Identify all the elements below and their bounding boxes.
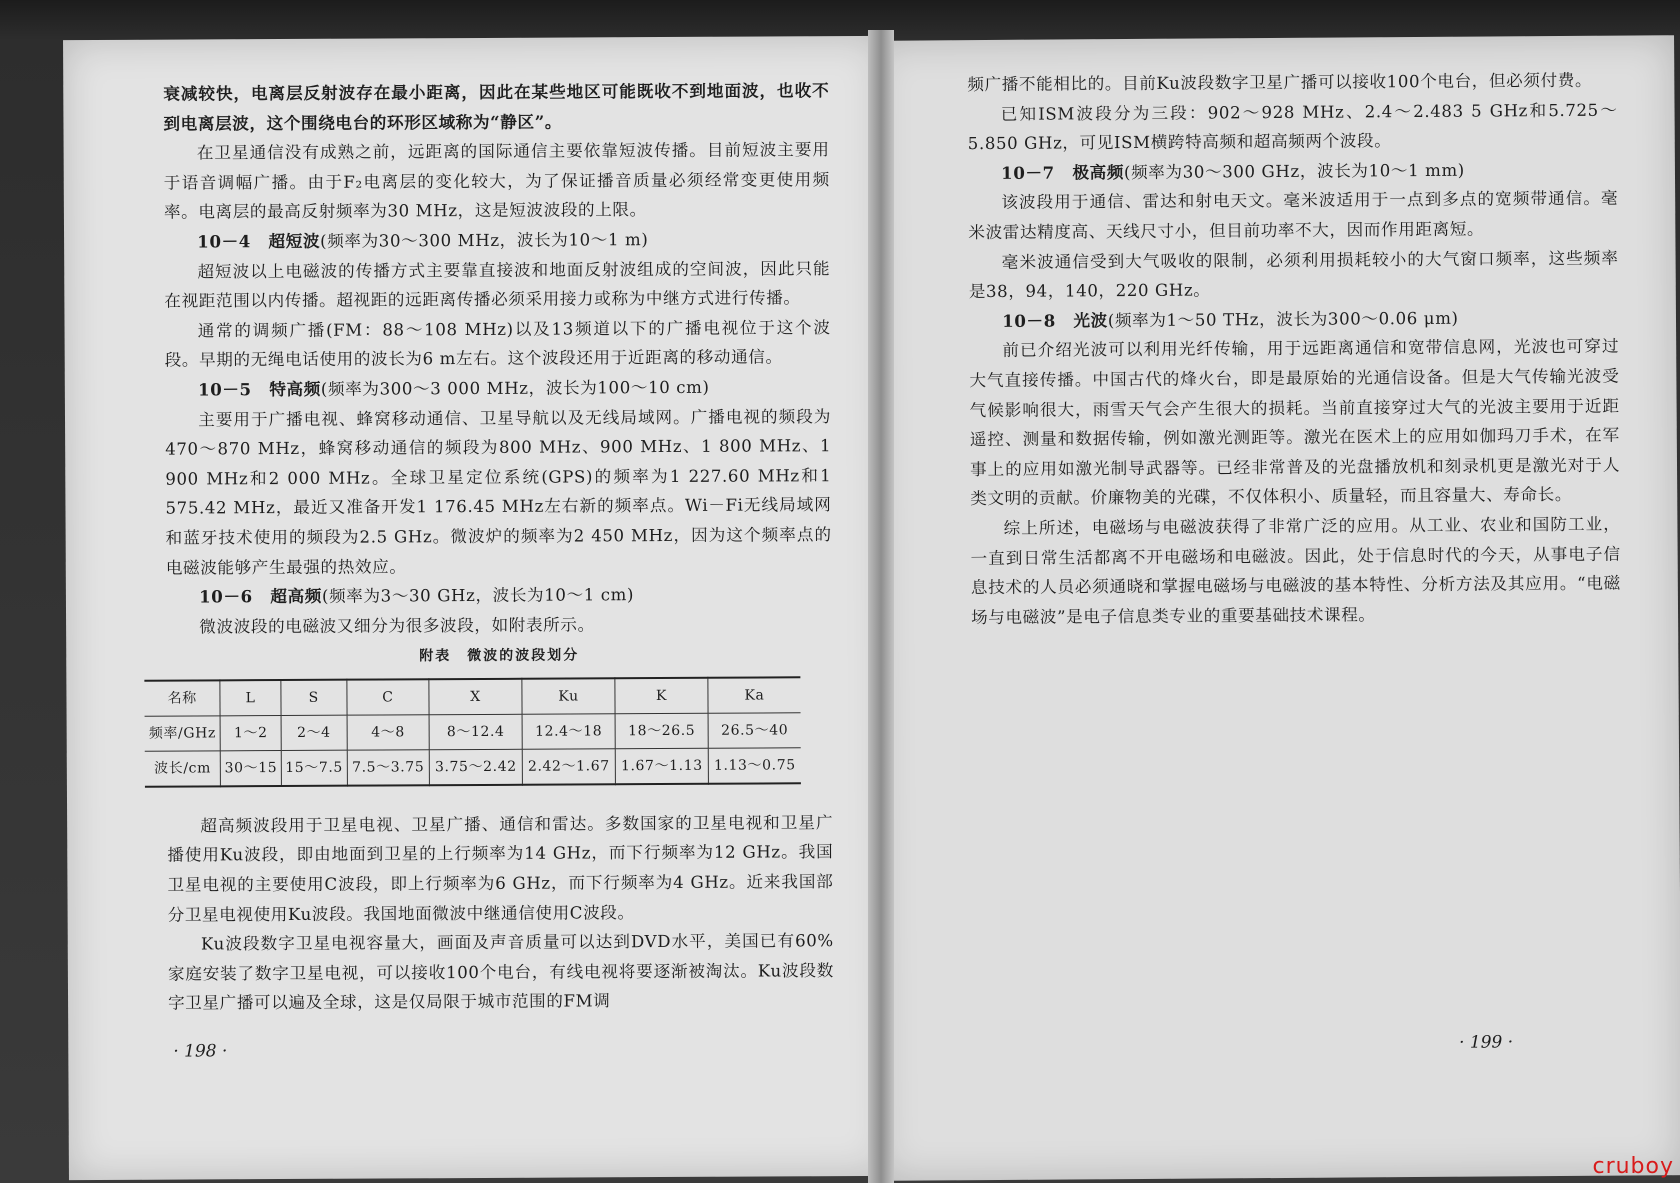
watermark: cruboy	[1592, 1154, 1674, 1179]
heading-title: 特高频	[269, 378, 321, 400]
table-cell: 7.5～3.75	[347, 750, 429, 786]
table-cell: 1～2	[221, 715, 281, 750]
table-cell: 15～7.5	[281, 750, 347, 786]
table-cell: Ka	[708, 677, 801, 713]
paragraph-ism: 已知ISM波段分为三段：902～928 MHz、2.4～2.483 5 GHz和5.725～5.850 GHz，可见ISM横跨特高频和超高频两个波段。	[967, 100, 1618, 154]
table-cell: 2～4	[281, 715, 347, 750]
table-cell: 18～26.5	[615, 713, 708, 748]
paragraph-10-5: 主要用于广播电视、蜂窝移动通信、卫星导航以及无线局域网。广播电视的频段为470～870 MHz，蜂窝移动通信的频段为800 MHz、900 MHz、1 800 MHz、1 900 MHz和2 000 MHz。全球卫星定位系统(GPS)的频率为1 227.60 MHz和1 575.42 MHz，最近又准备开发1 176.45 MHz左右新的频率点。Wi－Fi无线局域网和蓝牙技术使用的频段为2.5 GHz。微波炉的频率为2 450 MHz，因为这个频率点的电磁波能够产生最强的热效应。	[165, 406, 832, 578]
table-cell: 名称	[144, 680, 220, 716]
paragraph-10-4-a: 超短波以上电磁波的传播方式主要靠直接波和地面反射波组成的空间波，因此只能在视距范围以内传播。超视距的远距离传播必须采用接力或称为中继方式进行传播。	[164, 258, 831, 311]
table-cell: L	[220, 680, 280, 716]
heading-title: 极高频	[1072, 161, 1125, 183]
table-cell: S	[281, 680, 347, 716]
paragraph-10-7-a: 该波段用于通信、雷达和射电天文。毫米波适用于一点到多点的宽频带通信。毫米波雷达精度高、天线尺寸小，但目前功率不大，因而作用距离短。	[968, 188, 1619, 243]
paragraph-shortwave: 在卫星通信没有成熟之前，远距离的国际通信主要依靠短波传播。目前短波主要用于语音调幅广播。由于F₂电离层的变化较大，为了保证播音质量必须经常变更使用频率。电离层的最高反射频率为30 MHz，这是短波波段的上限。	[163, 140, 830, 223]
right-text-column	[967, 66, 1621, 633]
microwave-band-table	[144, 676, 801, 787]
heading-10-6	[166, 579, 832, 612]
heading-10-8	[969, 302, 1619, 336]
left-page	[63, 36, 889, 1180]
book-gutter	[868, 30, 894, 1183]
table-caption: 附表 微波的波段划分	[419, 647, 580, 665]
table-cell: 3.75～2.42	[429, 749, 522, 785]
table-cell: 4～8	[347, 715, 429, 750]
heading-title: 超高频	[270, 585, 323, 607]
table-cell: X	[429, 679, 522, 715]
paragraph-summary: 综上所述，电磁场与电磁波获得了非常广泛的应用。从工业、农业和国防工业，一直到日常生活都离不开电磁场和电磁波。因此，处于信息时代的今天，从事电子信息技术的人员必须通晓和掌握电磁场与电磁波的基本特性、分析方法及其应用。“电磁场与电磁波”是电子信息类专业的重要基础技术课程。	[970, 514, 1621, 627]
heading-range: (频率为3～30 GHz，波长为10～1 cm)	[321, 585, 635, 606]
paragraph-10-8: 前已介绍光波可以利用光纤传输，用于远距离通信和宽带信息网，光波也可穿过大气直接传播。中国古代的烽火台，即是最原始的光通信设备。但是大气传输光波受气候影响很大，雨雪天气会产生很大的损耗。当前直接穿过大气的光波主要用于近距遥控、测量和数据传输，例如激光测距等。激光在医术上的应用如伽玛刀手术，在军事上的应用如激光制导武器等。已经非常普及的光盘播放机和刻录机更是激光对于人类文明的贡献。价廉物美的光碟，不仅体积小、质量轻，而且容量大、寿命长。	[969, 336, 1621, 509]
paragraph-10-6: 微波波段的电磁波又细分为很多波段，如附表所示。	[199, 615, 595, 637]
page-number: · 199 ·	[1458, 1032, 1514, 1053]
table-cell: C	[347, 679, 429, 715]
heading-title: 超短波	[268, 230, 321, 252]
table-cell: 1.13～0.75	[708, 748, 801, 784]
table-header-row	[144, 677, 800, 716]
table-row	[145, 713, 801, 751]
heading-number: 10－5	[197, 379, 252, 400]
table-cell: 26.5～40	[708, 713, 801, 748]
heading-10-5	[165, 372, 831, 405]
paragraph-continuation: 频广播不能相比的。目前Ku波段数字卫星广播可以接收100个电台，但必须付费。	[967, 70, 1593, 95]
table-cell: 波长/cm	[145, 751, 221, 787]
table-cell: Ku	[522, 678, 615, 714]
table-cell: K	[615, 678, 708, 714]
heading-number: 10－4	[197, 231, 251, 252]
paragraph-ku-band: Ku波段数字卫星电视容量大，画面及声音质量可以达到DVD水平，美国已有60%家庭安装了数字卫星电视，可以接收100个电台，有线电视将要逐渐被淘汰。Ku波段数字卫星广播可以遍及全球，这是仅局限于城市范围的FM调	[167, 931, 834, 1014]
table-row	[145, 748, 801, 787]
paragraph-10-7-b: 毫米波通信受到大气吸收的限制，必须利用损耗较小的大气窗口频率，这些频率是38，94，140，220 GHz。	[968, 248, 1619, 302]
heading-number: 10－8	[1002, 310, 1056, 331]
table-cell: 12.4～18	[522, 714, 615, 749]
heading-title: 光波	[1073, 309, 1108, 331]
heading-range: (频率为30～300 MHz，波长为10～1 m)	[320, 230, 649, 251]
heading-10-7	[968, 154, 1618, 188]
heading-range: (频率为300～3 000 MHz，波长为100～10 cm)	[320, 377, 710, 399]
right-page	[872, 35, 1680, 1181]
table-cell: 频率/GHz	[145, 716, 221, 751]
paragraph-satellite-tv: 超高频波段用于卫星电视、卫星广播、通信和雷达。多数国家的卫星电视和卫星广播使用Ku波段，即由地面到卫星的上行频率为14 GHz，而下行频率为12 GHz。我国卫星电视的主要使用C波段，即上行频率为6 GHz，而下行频率为4 GHz。近来我国部分卫星电视使用Ku波段。我国地面微波中继通信使用C波段。	[167, 813, 834, 925]
table-cell: 8～12.4	[429, 714, 522, 749]
paragraph-10-4-b: 通常的调频广播(FM：88～108 MHz)以及13频道以下的广播电视位于这个波段。早期的无绳电话使用的波长为6 m左右。这个波段还用于近距离的移动通信。	[164, 317, 831, 370]
heading-10-4	[164, 224, 830, 257]
paragraph-static-zone: 衰减较快，电离层反射波存在最小距离，因此在某些地区可能既收不到地面波，也收不到电离层波，这个围绕电台的环形区域称为“静区”。	[163, 80, 830, 134]
heading-number: 10－6	[199, 586, 253, 607]
table-cell: 1.67～1.13	[615, 748, 708, 784]
page-number: · 198 ·	[173, 1041, 228, 1062]
table-cell: 30～15	[221, 750, 281, 786]
heading-number: 10－7	[1001, 162, 1055, 183]
table-cell: 2.42～1.67	[522, 749, 615, 785]
heading-range: (频率为30～300 GHz，波长为10～1 mm)	[1123, 160, 1465, 182]
heading-range: (频率为1～50 THz，波长为300～0.06 μm)	[1107, 308, 1459, 330]
left-text-column	[148, 76, 834, 1019]
